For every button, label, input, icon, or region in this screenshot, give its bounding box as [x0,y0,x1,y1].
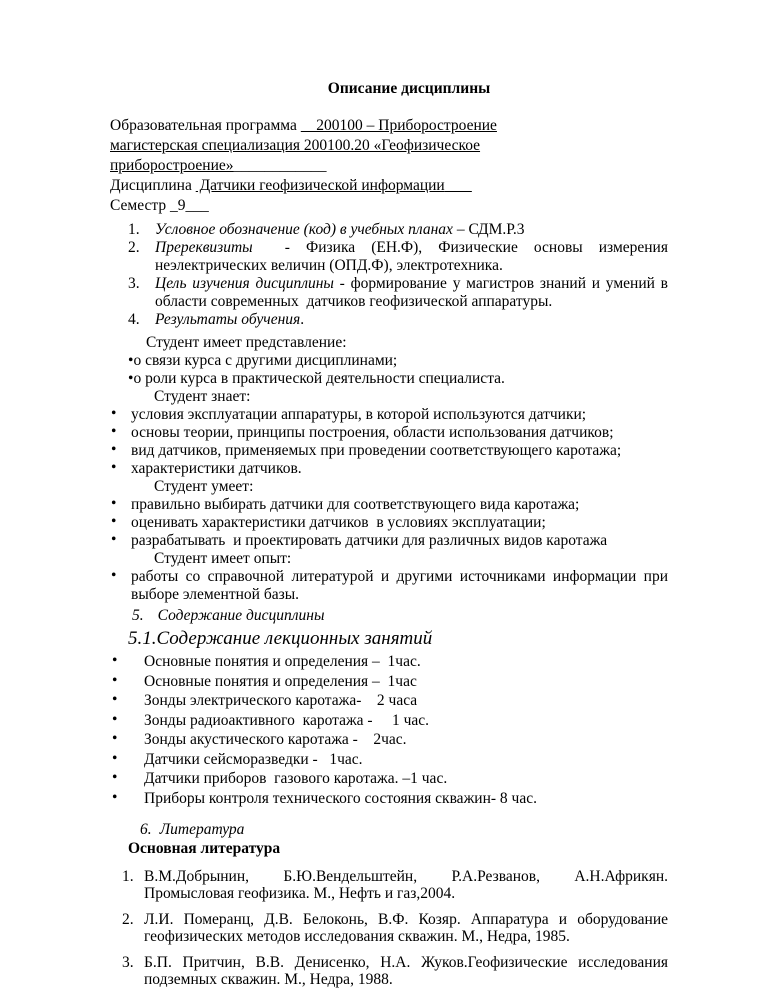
reference-item-1 [110,868,668,902]
lecture-item [110,790,668,808]
document-title: Описание дисциплины [327,80,491,97]
item-lead: Условное обозначение (код) в учебных планах [155,221,453,238]
lecture-item [110,712,668,730]
lecture-text: Основные понятия и определения – 1час [144,672,417,690]
bullet-text: характеристики датчиков. [131,460,302,477]
reference-text: Б.П. Притчин, В.В. Денисенко, Н.А. Жуков.Геофизические исследования подземных скважин. М., Недра, 1988. [144,953,668,988]
bullet-text: условия эксплуатации аппаратуры, в которой используются датчики; [131,406,587,423]
bullet-item [110,460,668,478]
reference-item-2 [110,911,668,945]
bullet-icon: • [112,652,118,669]
lecture-text: Датчики сейсморазведки - 1час. [144,750,363,768]
bullet-icon: • [111,567,117,584]
bullet-icon: • [112,749,118,767]
bullet-icon: • [111,495,117,512]
subheading-can: Студент умеет: [154,478,254,495]
item-number: 2. [128,239,140,256]
lecture-text: Зонды электрического каротажа- 2 часа [144,692,418,709]
bullet-item [110,424,668,442]
numbered-item-1 [110,221,668,239]
lecture-item [110,692,668,710]
bullet-icon: • [112,788,118,806]
reference-item-3 [110,954,668,988]
bullet-icon: • [112,710,118,728]
specialization-value: магистерская специализация 200100.20 «Геофизическое [110,137,481,154]
item-text: - Физика (ЕН.Ф), Физические основы измерения неэлектрических величин (ОПД.Ф), электротехника. [155,239,668,274]
bullet-item [128,370,668,388]
subheading-experience: Студент имеет опыт: [154,550,292,567]
reference-text: В.М.Добрынин, Б.Ю.Вендельштейн, Р.А.Резванов, А.Н.Африкян. Промысловая геофизика. М., Нефть и газ,2004. [144,867,668,902]
item-text: – СДМ.Р.3 [452,221,525,238]
bullet-icon: • [111,441,117,458]
bullet-text: разрабатывать и проектировать датчики для различных видов каротажа [131,532,608,549]
item-text: . [300,311,305,328]
bullet-item [110,406,668,424]
bullet-icon: • [128,352,134,369]
section-number: 6. [140,820,152,838]
item-lead: Пререквизиты [155,239,253,256]
numbered-item-2 [110,239,668,275]
specialization-line-2 [110,156,668,176]
lecture-item [110,770,668,788]
bullet-icon: • [111,513,117,530]
discipline-value: Датчики геофизической информации [195,177,445,194]
bullet-item [110,568,668,604]
item-number: 3. [128,275,140,292]
bullet-icon: • [111,405,117,422]
bullet-text: работы со справочной литературой и другими источниками информации при выборе элементной базы. [131,568,668,603]
lecture-text: Зонды акустического каротажа - 2час. [144,731,407,748]
item-lead: Результаты обучения [155,311,301,328]
bullet-item [128,352,668,370]
bullet-item [110,442,668,460]
bullet-icon: • [112,671,118,689]
item-text: - формирование у магистров знаний и умений в области современных датчиков геофизической аппаратуры. [155,275,668,310]
bullet-text: о роли курса в практической деятельности специалиста. [133,370,505,387]
item-number: 1. [128,221,140,238]
bullet-icon: • [111,459,117,476]
program-label: Образовательная программа [110,117,301,134]
item-lead: Цель изучения дисциплины [155,275,334,292]
numbered-item-3 [110,275,668,311]
bullet-text: правильно выбирать датчики для соответствующего вида каротажа; [131,496,580,513]
reference-list [110,868,668,988]
bullet-icon: • [111,423,117,440]
reference-number: 2. [122,910,134,928]
reference-text: Л.И. Померанц, Д.В. Белоконь, В.Ф. Козяр. Аппаратура и оборудование геофизических методов исследования скважин. М., Недра, 1985. [144,910,668,945]
program-value: 200100 – Приборостроение [300,117,497,134]
reference-number: 1. [122,867,134,885]
bullet-icon: • [112,730,118,747]
bullet-text: основы теории, принципы построения, области использования датчиков; [131,424,614,441]
bullet-icon: • [112,769,118,786]
bullet-icon: • [128,370,134,387]
bullet-text: вид датчиков, применяемых при проведении соответствующего каротажа; [131,442,622,459]
subheading-representation: Студент имеет представление: [146,334,347,351]
subheading-knows: Студент знает: [154,388,251,405]
bullet-item [110,532,668,550]
semester-label: Семестр [110,197,170,214]
lecture-item [110,653,668,671]
bullet-item [110,514,668,532]
bullet-text: о связи курса с другими дисциплинами; [133,352,398,369]
section6-heading [140,821,668,839]
lecture-text: Основные понятия и определения – 1час. [144,653,421,670]
lecture-text: Датчики приборов газового каротажа. –1 час. [144,770,448,787]
program-line [110,116,668,136]
numbered-item-4 [110,311,668,329]
bullet-icon: • [111,531,117,548]
literature-subtitle: Основная литература [128,839,281,857]
bullet-text: оценивать характеристики датчиков в условиях эксплуатации; [131,514,546,531]
lecture-text: Зонды радиоактивного каротажа - 1 час. [144,711,430,729]
section-title: Литература [159,820,245,838]
subsection-number: 5.1. [128,628,157,649]
lecture-item [110,673,668,691]
semester-value: _9___ [169,197,209,214]
lecture-item [110,751,668,769]
bullet-icon: • [112,691,118,708]
section5-heading [132,607,668,625]
section-title: Содержание дисциплины [157,607,325,624]
blank-underscores: ____________ [233,157,327,174]
section5-subheading [128,627,668,650]
specialization-line-1 [110,136,668,156]
lecture-text: Приборы контроля технического состояния скважин- 8 час. [144,789,537,807]
specialization-value-2: приборостроение» [110,157,234,174]
section-number: 5. [132,607,144,624]
discipline-label: Дисциплина [110,177,196,194]
subsection-title: Содержание лекционных занятий [156,628,433,649]
lecture-item [110,731,668,749]
item-number: 4. [128,311,140,328]
discipline-line [110,176,668,196]
discipline-blank-tail [445,177,472,194]
semester-line [110,196,668,216]
reference-number: 3. [122,953,134,971]
numbered-list [110,221,668,329]
bullet-item [110,496,668,514]
